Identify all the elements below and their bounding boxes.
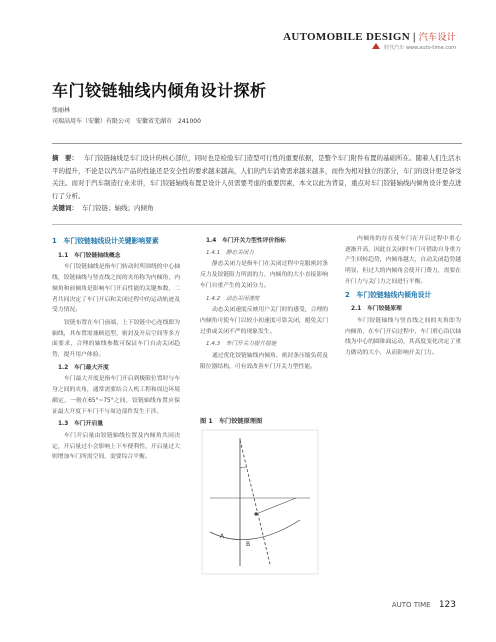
journal-title-cn: 汽车设计 [418,33,456,43]
journal-title-separator: | [413,31,419,43]
abstract-label: 摘 要： [52,154,78,162]
subsection-heading-1-1: 1.1 车门铰链轴线概念 [58,252,121,259]
subsection-heading-1-3: 1.3 车门开启量 [58,421,104,428]
article-author: 张丽林 [52,107,71,114]
page-footer [392,600,456,610]
divider-top [52,143,462,144]
journal-logo-icon [372,43,380,49]
footer-journal-label: AUTO TIME [391,601,431,609]
inclination-angle-arc [240,467,247,468]
body-column-2 [200,234,328,374]
paragraph: 通过优化铰链轴线内倾角、密封条压缩负荷及限位器结构，可有效改善车门开关力型性能。 [200,353,328,370]
journal-title-en: AUTOMOBILE DESIGN [283,31,410,43]
paragraph: 车门开启量由铰链轴线位置及内倾角共同决定，开启量过小会影响上下车便利性，开启量过大则增加车门所需空间，需要综合平衡。 [52,432,180,461]
keywords-label: 关键词： [52,204,78,212]
diagram-label-a: A [220,533,225,540]
subsubsection-heading-1-4-1: 1.4.1 静态关闭力 [206,249,254,256]
article-title: 车门铰链轴线内倾角设计探析 [52,81,267,100]
journal-title [283,30,456,43]
section-heading-1: 1 车门铰链轴线设计关键影响要素 [52,237,159,245]
keywords-block [52,203,154,212]
keywords-text: 车门铰链；轴线；内倾角 [82,204,154,212]
article-affiliation: 司瑞高用车（安徽）有限公司 安徽省芜湖市 241000 [52,118,201,125]
body-column-1 [52,234,180,465]
divider-bottom [52,224,462,225]
abstract-text: 车门铰链轴线是车门设计的核心部位，同时也是检验车门造型可行性的重要依据，是整个车门附件布置的基础所在。随着人们生活水平的提升，不论是以汽车产品的性能还是安全性的要求越来越高，人们的汽车消费需求越来越多，而作为相对独立的部分，车门的设计更是备受关注。而对于汽车制造行业来讲，车门铰链轴线布置是设计人员需要考虑的重要因素，本文以此为背景，重点对车门铰链轴线内倾角设计要点进行了分析。 [52,154,462,200]
paragraph: 铰链布置在车门前端，上下铰链中心连线即为轴线，其布置需兼顾造型、密封及开启空间等多方面要求，合理的轴线参数可保证车门自动关闭趋势，提升用户体验。 [52,319,180,359]
page-number: 123 [438,600,456,610]
paragraph: 车门铰链轴线是指车门转动时所围绕的中心轴线，铰链轴线与竖直线之间的夹角称为内倾角，内倾角和前倾角是影响车门开启性能的关键参数，二者共同决定了车门开启和关闭过程中的运动轨迹及受力情况。 [52,264,180,314]
subsection-heading-1-2: 1.2 车门最大开度 [58,364,109,371]
figure-caption: 图 1 车门铰链原理图 [200,418,263,425]
subsection-heading-2-1: 2.1 车门铰链原理 [351,306,402,313]
diagram-label-b: B [246,541,251,548]
body-column-3 [345,234,461,361]
subsection-heading-1-4: 1.4 车门开关力型性评价指标 [206,238,286,244]
abstract-block [52,152,462,202]
door-edge-line [256,498,296,514]
section-heading-2: 2 车门铰链轴线内倾角设计 [345,290,432,299]
hinge-pivot-point [254,512,257,515]
subsubsection-heading-1-4-3: 1.4.3 车门开关力提升措施 [206,341,277,348]
hinge-diagram [200,428,320,576]
paragraph: 静态关闭力是指车门在关闭过程中克服密封条反力及铰链阻力所需的力，内倾角的大小直接影响车门自重产生的关闭分力。 [200,261,328,289]
journal-subtitle: 时代汽车 www.auto-time.com [384,45,456,51]
paragraph: 内倾角的存在使车门在开启过程中重心逐渐升高，因此在关闭时车门可借助自身重力产生回转趋势，内倾角越大，自动关闭趋势越明显，但过大的内倾角会使开门费力，需要在开门力与关门力之间进行平衡。 [345,236,461,285]
figure-frame [202,430,318,574]
subsubsection-heading-1-4-2: 1.4.2 动态关闭速度 [206,295,260,302]
paragraph: 动态关闭速度反映用户关门时的感受，合理的内倾角可使车门以较小初速度可靠关闭，避免关门过重或关闭不严的现象发生。 [200,307,328,335]
paragraph: 车门铰链轴线与竖直线之间的夹角即为内倾角，在车门开启过程中，车门重心沿以轴线为中心的圆锥面运动，其高度变化决定了重力做功的大小，从而影响开关门力。 [345,317,461,357]
paragraph: 车门最大开度是指车门开启到极限位置时与车身之间的夹角，通常需要结合人机工程和周边环境确定，一般在65°~75°之间，铰链轴线布置应保证最大开度下车门不与周边部件发生干涉。 [52,376,180,415]
hinge-axis-line [240,440,270,564]
